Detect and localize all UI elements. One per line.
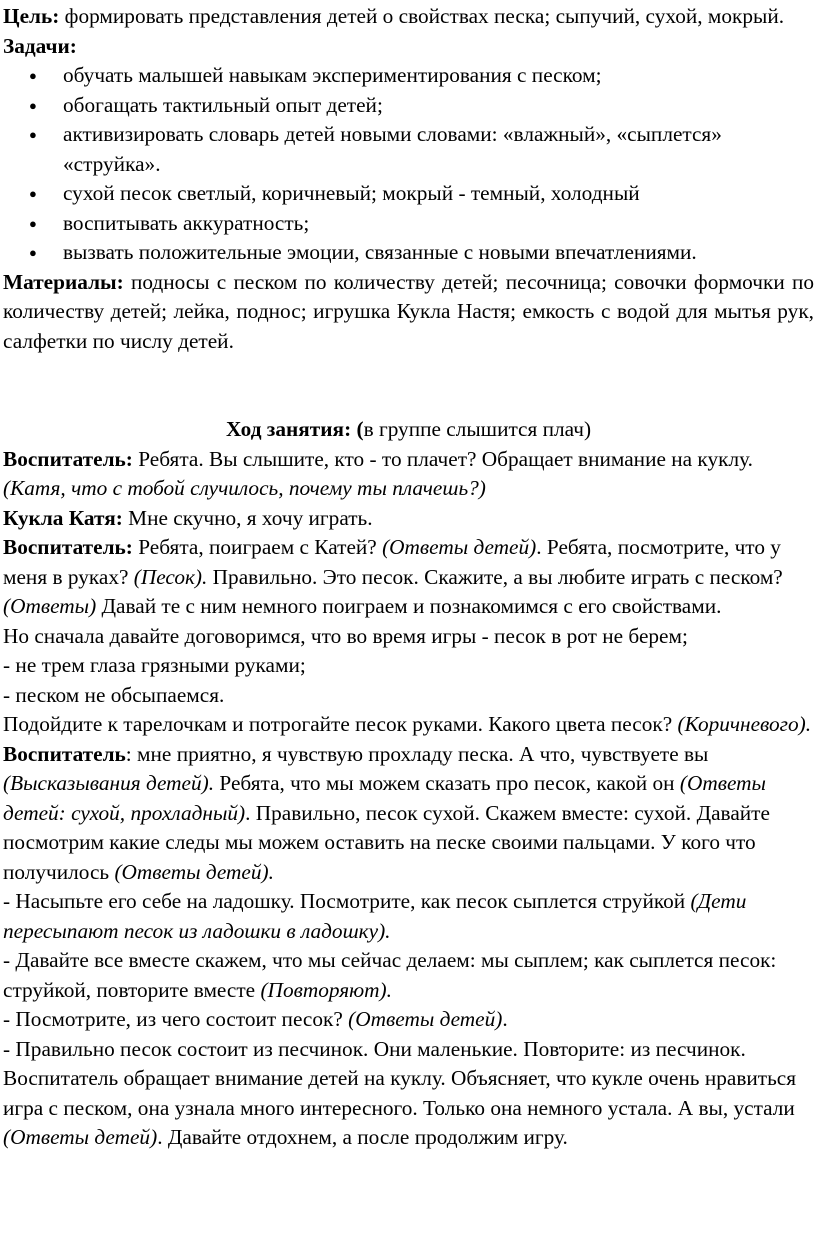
speaker-label: Воспитатель: [3,446,133,471]
speech-text: Ребята. Вы слышите, кто - то плачет? Обращает внимание на куклу. [132,446,753,471]
remark-italic: (Ответы) [3,594,97,618]
lesson-paragraph-2 [3,504,814,534]
speech-text: . Ребята, посмотрите, что у меня в руках? [3,535,781,589]
lesson-paragraph-9 [3,887,814,946]
remark-italic: (Ответы детей) [3,1125,158,1149]
task-item: ● вызвать положительные эмоции, связанные с новыми впечатлениями. [3,238,814,268]
speech-text: . Правильно, песок сухой. Скажем вместе: сухой. Давайте посмотрим какие следы мы можем оставить на песке своими пальцами. У кого что получилось [3,800,770,884]
lesson-heading [3,415,814,445]
speaker-label: Кукла Катя: [3,505,123,530]
speech-text: . Давайте отдохнем, а после продолжим игру. [157,1125,568,1149]
speech-text: Воспитатель обращает внимание детей на куклу. Объясняет, что кукле очень нравиться игра с песком, она узнала много интересного. Только она немного устала. А вы, устали [3,1066,797,1120]
lesson-paragraph-4: Но сначала давайте договоримся, что во время игры - песок в рот не берем; [3,623,688,648]
remark-italic: (Повторяют). [260,977,392,1002]
lesson-paragraph-10 [3,946,814,1005]
materials-label: Материалы: [3,269,124,294]
lesson-paragraph-3 [3,533,814,622]
speech-text: Подойдите к тарелочкам и потрогайте песок руками. Какого цвета песок? [3,712,678,736]
remark-italic: (Ответы детей) [382,535,537,559]
speaker-label: Воспитатель [3,741,126,766]
speech-text: Давай те с ним немного поиграем и познакомимся с его свойствами. [96,594,722,618]
speech-text: - Посмотрите, из чего состоит песок? [3,1007,349,1031]
task-item: ● сухой песок светлый, коричневый; мокрый - темный, холодный [3,179,814,209]
speech-text: Мне скучно, я хочу играть. [122,505,373,530]
remark-italic: (Ответы детей) [348,1007,503,1031]
remark-italic: (Ответы детей). [114,859,274,884]
speech-text: Правильно. Это песок. Скажите, а вы любите играть с песком? [207,564,783,589]
remark-italic: (Дети пересыпают песок из ладошки в ладошку). [3,889,747,943]
goal-label: Цель: [3,4,60,28]
speech-text: Ребята, что мы можем сказать про песок, какой он [214,771,680,795]
lesson-paragraph-5: - не трем глаза грязными руками; [3,653,306,677]
goal-paragraph [3,2,814,32]
lesson-paragraph-7 [3,710,814,740]
remark-italic: (Катя, что с тобой случилось, почему ты плачешь?) [3,476,486,500]
speech-text: : мне приятно, я чувствую прохладу песка. А что, чувствуете вы [125,741,709,766]
lesson-paragraph-6: - песком не обсыпаемся. [3,682,225,707]
spacer [3,356,814,415]
lesson-paragraph-13 [3,1064,814,1153]
tasks-label: Задачи: [3,33,77,58]
tasks-list [3,61,814,268]
lesson-heading-bold: Ход занятия: ( [225,417,364,441]
lesson-paragraph-1 [3,445,814,504]
speech-text: - Давайте все вместе скажем, что мы сейчас делаем: мы сыплем; как сыплется песок: струйкой, повторите вместе [3,948,777,1002]
lesson-heading-rest: в группе слышится плач) [363,417,592,441]
remark-italic: (Коричневого). [677,712,812,736]
task-item: ● обогащать тактильный опыт детей; [3,91,814,121]
task-item: ● обучать малышей навыкам экспериментирования с песком; [3,61,814,91]
task-item: ● воспитывать аккуратность; [3,209,814,239]
materials-paragraph [3,268,814,357]
goal-text: формировать представления детей о свойствах песка; сыпучий, сухой, мокрый. [59,4,785,28]
remark-italic: (Ответы детей: сухой, прохладный) [3,771,766,825]
remark-italic: (Песок). [133,564,208,589]
speech-text: - Насыпьте его себе на ладошку. Посмотрите, как песок сыплется струйкой [3,889,691,913]
lesson-paragraph-12: - Правильно песок состоит из песчинок. Они маленькие. Повторите: из песчинок. [3,1036,746,1061]
speaker-label: Воспитатель: [3,535,133,559]
lesson-paragraph-8 [3,740,814,888]
materials-text: подносы с песком по количеству детей; песочница; совочки формочки по количеству детей; лейка, поднос; игрушка Кукла Настя; емкость с водой для мытья рук, салфетки по числу детей. [3,269,814,353]
speech-text: . [502,1007,508,1031]
task-item: ● активизировать словарь детей новыми словами: «влажный», «сыплется» «струйка». [3,120,814,179]
lesson-paragraph-11 [3,1005,814,1035]
speech-text: Ребята, поиграем с Катей? [132,535,383,559]
remark-italic: (Высказывания детей). [3,771,215,795]
